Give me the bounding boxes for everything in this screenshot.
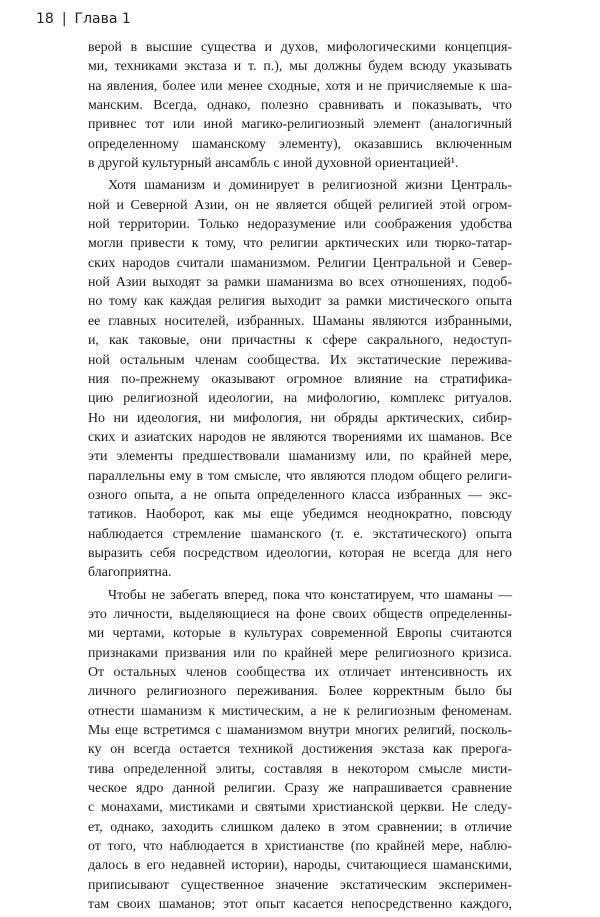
text-line: в другой культурный ансамбль с иной духовной ориентацией¹. (88, 156, 459, 172)
text-line: Но ни идеология, ни мифология, ни обряды арктических, сибир- (88, 410, 512, 426)
text-line: выразить себя посредством идеологии, которая не всегда для него (88, 545, 512, 561)
text-line: ной Азии выходят за рамки шаманизма во всех отношениях, подоб- (88, 275, 512, 291)
text-line: могли привести к тому, что религии арктических или тюрко-татар- (88, 236, 512, 252)
text-line: наблюдается стремление шаманского (т. е. экстатического) опыта (88, 526, 512, 542)
text-line: От остальных членов сообщества их отличает интенсивность их (88, 665, 512, 680)
text-line: ских и азиатских народов не являются творениями их шаманов. Все (88, 429, 512, 445)
text-line: ной и Северной Азии, он не является общей религией этой огром- (88, 197, 512, 213)
text-line: тива определенной элиты, составляя в некотором смысле мисти- (88, 761, 512, 777)
text-line: определенному шаманскому элементу), оказавшись включенным (88, 136, 512, 152)
text-line: верой в высшие существа и духов, мифологическими концепция- (88, 40, 512, 55)
text-line: цию религиозной идеологии, на мифологию, комплекс ритуалов. (88, 391, 512, 407)
body-text (88, 38, 512, 917)
text-line: приписывают существенное значение экстатическим эксперимен- (88, 877, 512, 893)
page-number: 18 (36, 11, 54, 27)
text-line: эти элементы предшествовали шаманизму или, по крайней мере, (88, 449, 512, 465)
text-line: от того, что наблюдается в христианстве (по крайней мере, наблю- (88, 839, 512, 855)
text-line: признаками призвания или по крайней мере религиозного кризиса. (88, 645, 512, 661)
paragraph-1 (88, 38, 512, 173)
text-line: ку он всегда остается техникой достижения экстаза как прерога- (88, 742, 512, 758)
text-line: личного религиозного переживания. Более корректным было бы (88, 684, 512, 700)
text-line: ния по-прежнему оказывают огромное влияние на стратифика- (88, 371, 512, 387)
text-line: ной территории. Только недоразумение или соображения удобства (88, 217, 512, 233)
text-line: благоприятна. (88, 565, 172, 581)
text-line: озного опыта, а не опыта определенного класса избранных — экс- (88, 487, 512, 503)
text-line: ной остальным членам сообщества. Их экстатические пережива- (88, 352, 512, 368)
text-line: но тому как каждая религия выходит за рамки мистического опыта (88, 294, 512, 310)
text-line: Чтобы не забегать вперед, пока что констатируем, что шаманы — (108, 587, 512, 603)
text-line: Хотя шаманизм и доминирует в религиозной жизни Централь- (108, 178, 512, 194)
text-line: ет, однако, заходить слишком далеко в этом сравнении; в отличие (88, 819, 512, 835)
text-line: с монахами, мистиками и святыми христианской церкви. Не следу- (88, 800, 512, 816)
text-line: отнести шаманизм к мистическим, а не к религиозным феноменам. (88, 703, 512, 719)
text-line: ских народов считали шаманизмом. Религии Центральной и Север- (88, 255, 512, 271)
text-line: Мы еще встретимся с шаманизмом внутри многих религий, посколь- (88, 723, 512, 739)
text-line: ее главных носителей, избранных. Шаманы являются избранными, (88, 313, 512, 329)
text-line: ческое ядро данной религии. Сразу же напрашивается сравнение (88, 781, 512, 797)
text-line: на явления, более или менее сходные, хотя и не причисляемые к ша- (88, 78, 512, 94)
text-line: ми чертами, которые в культурах современной Европы считаются (88, 626, 512, 642)
text-line: привнес тот или иной магико-религиозный элемент (аналогичный (88, 117, 512, 133)
chapter-title: Глава 1 (74, 11, 131, 27)
text-line: далось в его недавней истории), народы, считающиеся шаманскими, (88, 858, 512, 874)
text-line: это личности, выделяющиеся на фоне своих обществ определенны- (88, 606, 512, 622)
text-line: параллельны ему в том смысле, что являются плодом общего религи- (88, 468, 512, 484)
header-separator: | (61, 11, 67, 27)
text-line: и, как таковые, они причастны к сфере сакрального, недоступ- (88, 333, 512, 349)
text-line: ми, техниками экстаза и т. п.), мы должны будем всюду указывать (88, 59, 512, 75)
text-line: манским. Всегда, однако, полезно сравнивать и показывать, что (88, 98, 512, 114)
text-line: татиков. Наоборот, как мы еще убедимся неоднократно, повсюду (88, 507, 512, 523)
paragraph-2 (88, 176, 512, 582)
text-line: там своих шаманов; этот опыт касается непосредственно каждого, (88, 897, 512, 913)
paragraph-3 (88, 586, 512, 915)
running-header (36, 8, 131, 30)
